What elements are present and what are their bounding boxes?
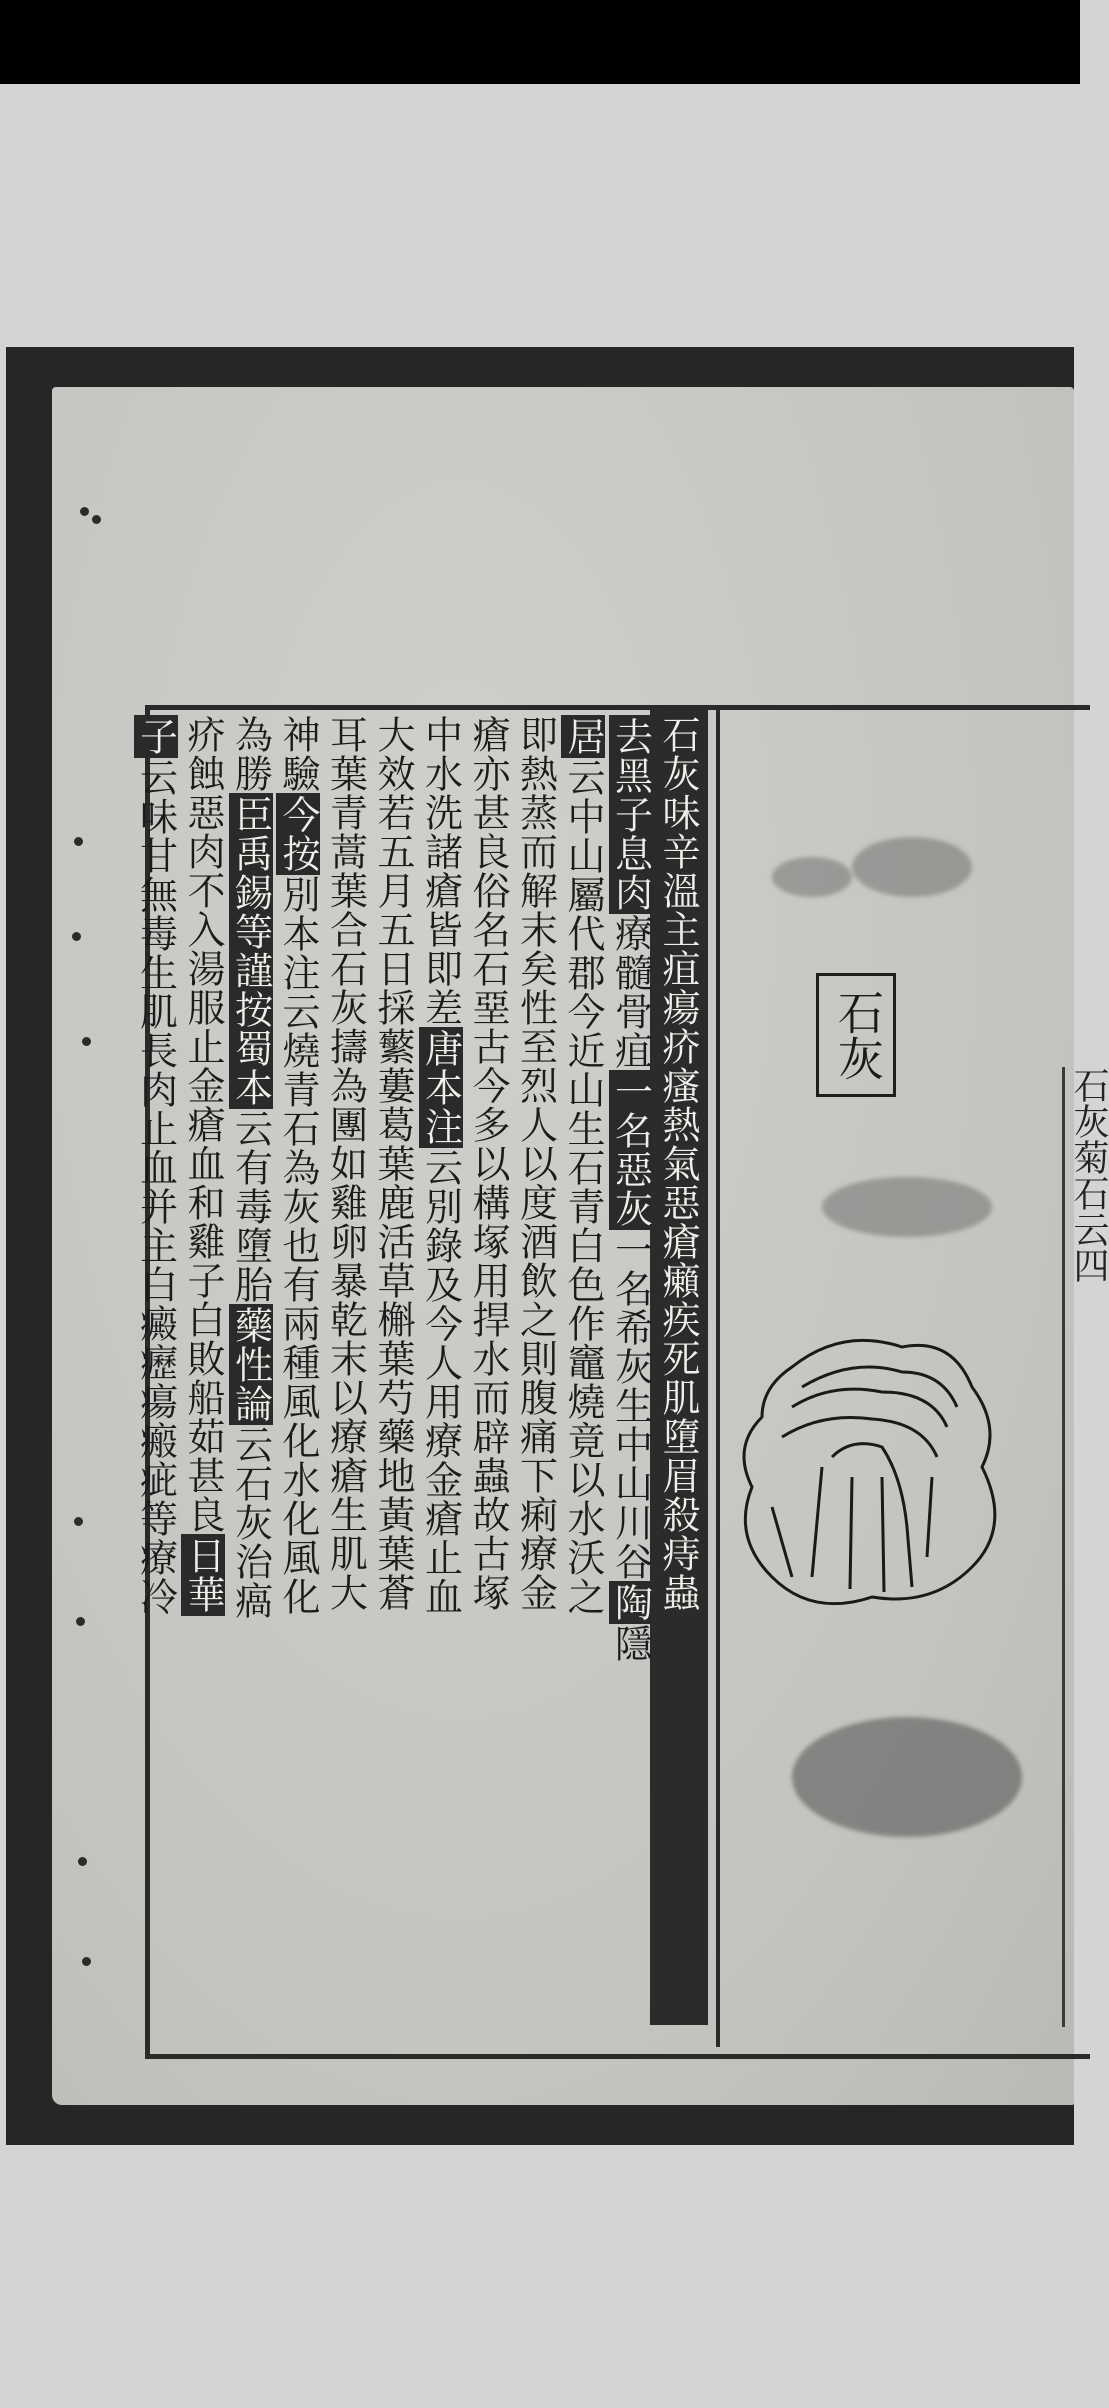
text-segment: 療髓骨疽 [608,914,653,1070]
text-segment: 云別錄及今人用療金瘡止血 [418,1148,463,1616]
text-segment: 別本注云燒青石為灰也有兩種風化水化風化 [276,875,320,1616]
text-segment: 云有毒墮胎 [228,1109,273,1304]
highlighted-segment: 居 [561,717,605,756]
text-segment: 中水洗諸瘡皆即差 [418,715,463,1027]
book-page [52,387,1109,2105]
highlighted-segment: 今按 [276,795,320,873]
text-segment: 云石灰治瘑 [228,1425,273,1620]
text-column [228,715,274,1620]
text-illustration-divider [716,709,720,2047]
ink-smudge [792,1717,1022,1837]
ink-smudge [772,857,852,897]
highlighted-segment: 一名惡灰 [608,1072,653,1228]
binding-hole [80,507,89,516]
highlighted-segment: 去黑子息肉 [608,717,653,912]
binding-hole [82,1957,91,1966]
book-photo [6,347,1109,2145]
binding-hole [74,837,83,846]
highlighted-segment: 臣禹錫等謹按蜀本 [228,795,273,1107]
text-column [560,715,606,1616]
text-segment: 大效若五月五日採蘩蔞葛葉鹿活草槲葉芍藥地黃葉蒼 [371,715,415,1612]
binding-hole [82,1037,91,1046]
binding-hole [76,1617,85,1626]
text-segment: 神驗 [276,715,320,793]
binding-hole [72,932,81,941]
highlighted-segment: 陶 [608,1583,653,1622]
text-column [465,715,511,1612]
text-segment: 為勝 [228,715,273,793]
highlighted-segment: 子 [133,717,178,756]
text-column [275,715,321,1616]
text-segment: 耳葉青蒿葉合石灰擣為團如雞卵暴乾末以療瘡生肌大 [323,715,368,1612]
limestone-illustration [732,1327,1012,1627]
binding-hole [78,1857,87,1866]
figure-title: 石灰 [816,973,896,1097]
text-segment: 云中山屬代郡今近山生石青白色作竈燒竟以水沃之 [561,758,605,1616]
text-segment: 一名希灰生中山川谷 [608,1230,653,1581]
text-column [418,715,464,1616]
text-segment: 隱 [608,1624,653,1663]
text-segment: 即熱蒸而解末矣性至烈人以度酒飲之則腹痛下痢療金 [513,715,558,1612]
text-segment: 瘡亦甚良俗名石堊古今多以構塚用捍水而辟蟲故古塚 [466,715,510,1612]
text-column [323,715,369,1612]
text-column [513,715,559,1612]
binding-hole [92,515,101,524]
binding-hole [74,1517,83,1526]
status-bar [0,0,1080,84]
text-column [655,715,701,1612]
next-page-edge-text: 石灰菊石云四 [1068,1067,1109,1283]
ink-smudge [852,837,972,897]
highlighted-segment: 藥性論 [228,1306,273,1423]
ink-smudge [822,1177,992,1237]
highlighted-segment: 石灰味辛溫主疽瘍疥瘙熱氣惡瘡癩疾死肌墮眉殺痔蟲 [656,715,700,1612]
highlighted-segment: 日華 [181,1536,225,1614]
text-column [180,715,226,1616]
text-column [370,715,416,1612]
highlighted-segment: 唐本注 [418,1029,463,1146]
frame-right-edge [1062,1067,1065,2027]
text-segment: 云味甘無毒生肌長肉止血并主白癜癧瘍瘢疵等療冷 [133,758,178,1616]
text-column [133,715,179,1616]
text-column [608,715,654,1663]
text-segment: 疥蝕惡肉不入湯服止金瘡血和雞子白敗船茹甚良 [181,715,225,1534]
